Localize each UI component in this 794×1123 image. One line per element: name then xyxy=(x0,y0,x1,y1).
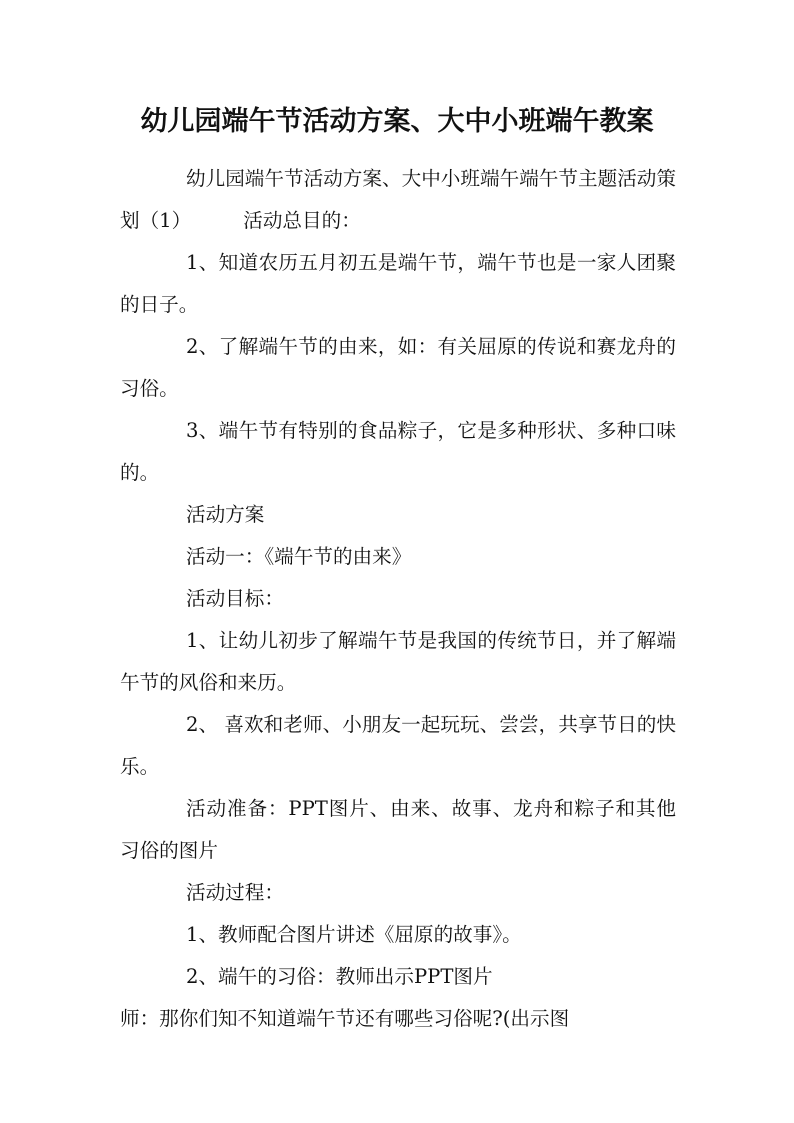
teacher-dialogue: 师：那你们知不知道端午节还有哪些习俗呢?(出示图 xyxy=(120,1007,570,1030)
section-heading-plan: 活动方案 xyxy=(186,503,265,526)
goal-item-1: 1、知道农历五月初五是端午节，端午节也是一家人团聚的日子。 xyxy=(120,251,676,316)
objective-item-1: 1、让幼儿初步了解端午节是我国的传统节日，并了解端午节的风俗和来历。 xyxy=(120,629,676,694)
process-step-2: 2、端午的习俗：教师出示PPT图片 xyxy=(186,965,493,988)
goal-heading: 活动总目的： xyxy=(243,209,361,232)
intro-paragraph xyxy=(120,158,676,242)
activity-objectives-heading: 活动目标： xyxy=(186,587,284,610)
objective-item-2: 2、 喜欢和老师、小朋友一起玩玩、尝尝，共享节日的快乐。 xyxy=(120,713,676,778)
intro-text: 幼儿园端午节活动方案、大中小班端午端午节主题活动策划（1） xyxy=(120,167,676,232)
goal-item-3: 3、端午节有特别的食品粽子，它是多种形状、多种口味的。 xyxy=(120,419,676,484)
process-step-1: 1、教师配合图片讲述《屈原的故事》。 xyxy=(186,923,522,946)
activity-one-title: 活动一：《端午节的由来》 xyxy=(186,545,412,568)
activity-process-heading: 活动过程： xyxy=(186,881,284,904)
document-title: 幼儿园端午节活动方案、大中小班端午教案 xyxy=(140,106,654,137)
goal-item-2: 2、了解端午节的由来，如：有关屈原的传说和赛龙舟的习俗。 xyxy=(120,335,676,400)
activity-preparation: 活动准备：PPT图片、由来、故事、龙舟和粽子和其他习俗的图片 xyxy=(120,797,676,862)
